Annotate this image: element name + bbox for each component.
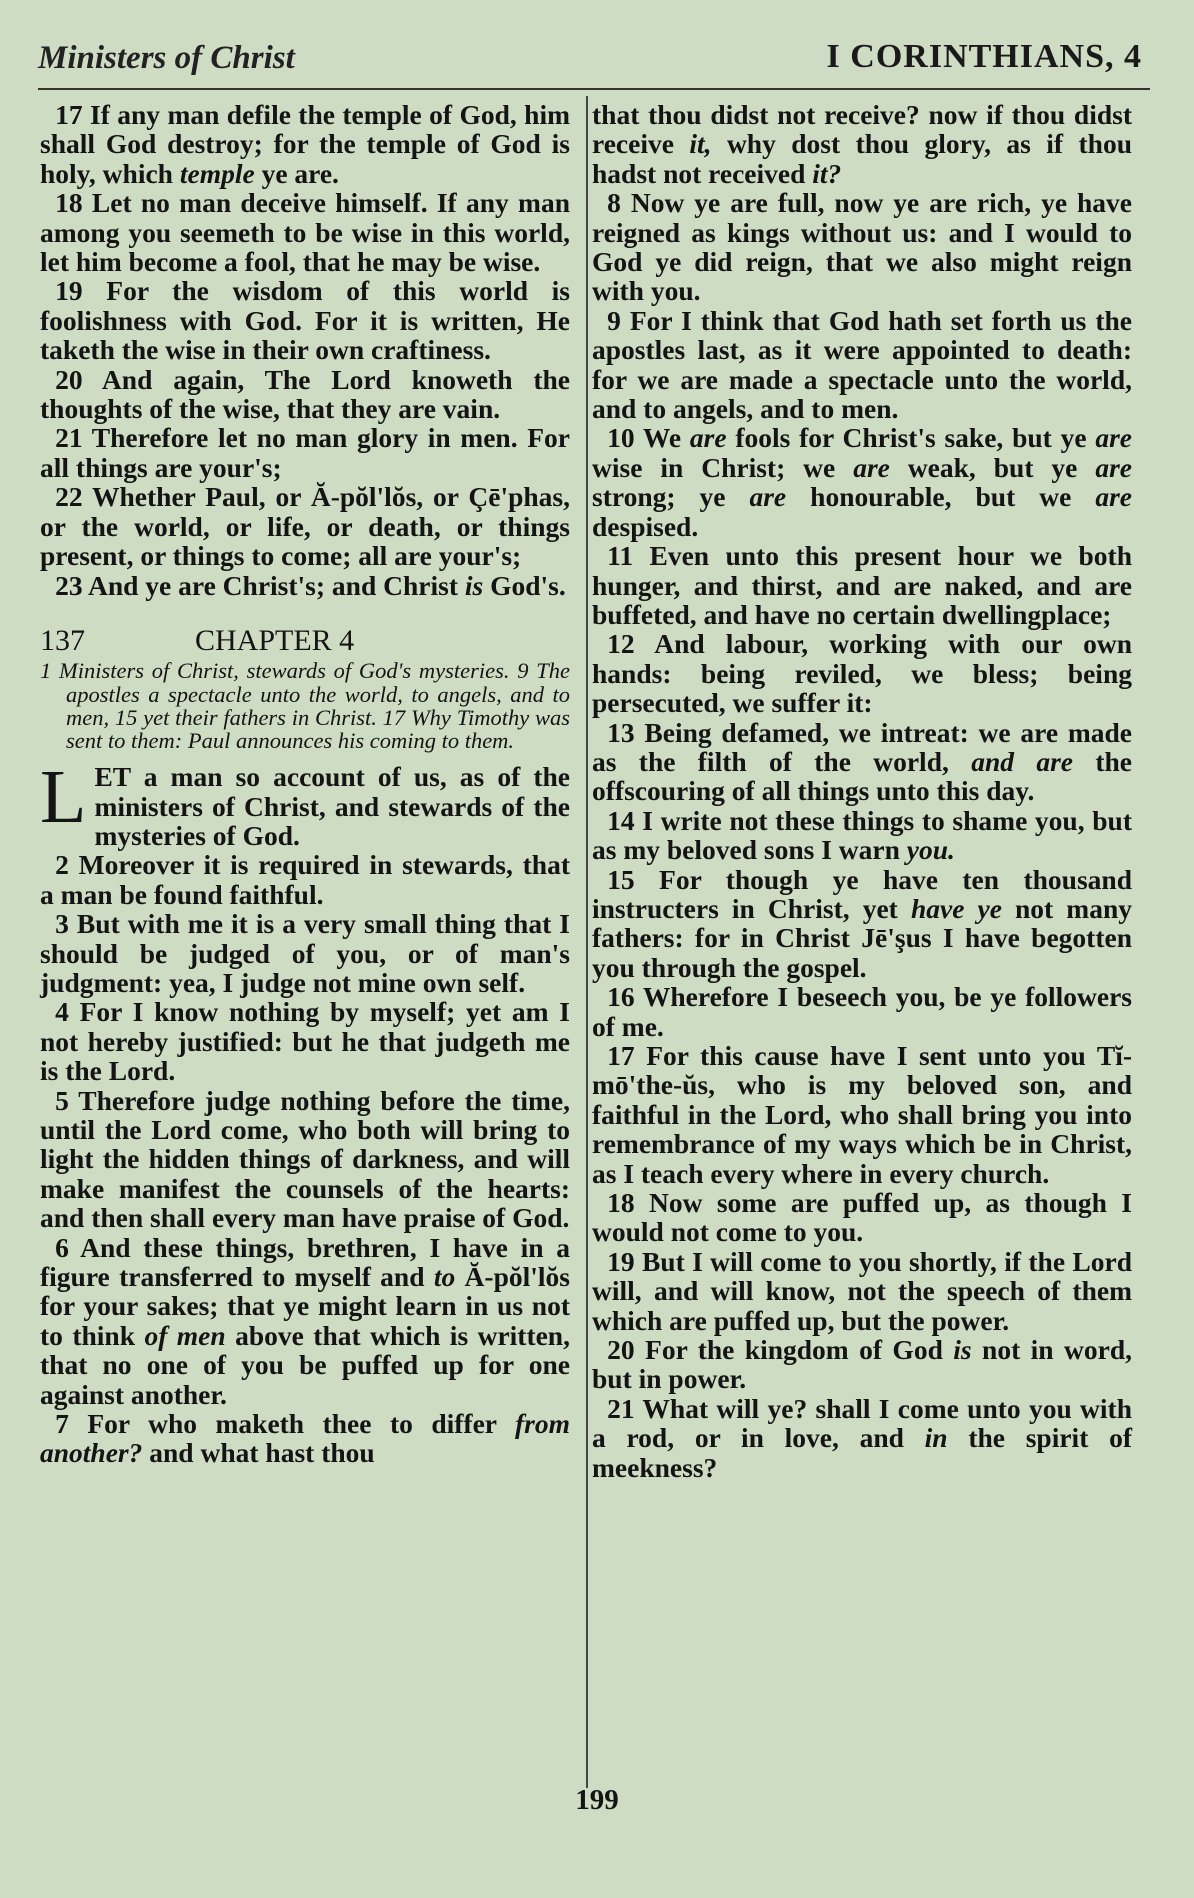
verse-4-1: LET a man so account of us, as of the ministers of Christ, and stewards of the mysteries of God. [40, 755, 570, 851]
chapter-summary: 1 Ministers of Christ, stewards of God's mysteries. 9 The apostles a spectacle unto the world, to angels, and to men, 15 yet their fathers in Christ. 17 Why Timothy was sent to them: Paul announces his coming to them. [40, 658, 570, 753]
verse-4-17: 17 For this cause have I sent unto you Tĭ-mō'the-ŭs, who is my beloved son, and faithful in the Lord, who shall bring you into remembrance of my ways which be in Christ, as I teach every where in every church. [592, 1040, 1132, 1189]
verse-4-10: 10 We are fools for Christ's sake, but ye are wise in Christ; we are weak, but ye are strong; ye are honourable, but we are despised. [592, 422, 1132, 542]
verse-4-16: 16 Wherefore I beseech you, be ye followers of me. [592, 981, 1132, 1042]
drop-cap: L [40, 755, 87, 840]
verse-3-23: 23 And ye are Christ's; and Christ is God's. [55, 569, 566, 601]
verse-4-13: 13 Being defamed, we intreat: we are made as the filth of the world, and are the offscouring of all things unto this day. [592, 716, 1132, 807]
chapter-marker: 137 [40, 623, 85, 657]
verse-4-11: 11 Even unto this present hour we both hunger, and thirst, and are naked, and are buffeted, and have no certain dwellingplace; [592, 540, 1132, 630]
verse-3-21: 21 Therefore let no man glory in men. For all things are your's; [40, 422, 570, 483]
chapter-title: CHAPTER 4 [195, 623, 355, 657]
column-divider [586, 96, 588, 1788]
verse-4-21: 21 What will ye? shall I come unto you with a rod, or in love, and in the spirit of meekness? [592, 1392, 1132, 1483]
right-column [592, 100, 1132, 1482]
header-rule [38, 88, 1150, 90]
verse-3-17: 17 If any man defile the temple of God, him shall God destroy; for the temple of God is holy, which temple ye are. [40, 99, 570, 189]
verse-4-12: 12 And labour, working with our own hands: being reviled, we bless; being persecuted, we suffer it: [592, 628, 1132, 719]
verse-4-18: 18 Now some are puffed up, as though I would not come to you. [592, 1187, 1132, 1248]
verse-3-20: 20 And again, The Lord knoweth the thoughts of the wise, that they are vain. [40, 363, 570, 425]
verse-4-9: 9 For I think that God hath set forth us the apostles last, as it were appointed to death: for we are made a spectacle unto the world, and to angels, and to men. [592, 304, 1132, 425]
verse-4-15: 15 For though ye have ten thousand instructers in Christ, yet have ye not many fathers: for in Christ Jē'şus I have begotten you through the gospel. [592, 863, 1132, 983]
verse-4-8: 8 Now ye are full, now ye are rich, ye have reigned as kings without us: and I would to God ye did reign, that we also might reign with you. [592, 187, 1132, 307]
verse-4-2: 2 Moreover it is required in stewards, that a man be found faithful. [40, 849, 570, 910]
verse-4-3: 3 But with me it is a very small thing that I should be judged of you, or of man's judgment: yea, I judge not mine own self. [40, 908, 570, 998]
running-header-left: Ministers of Christ [38, 40, 295, 76]
verse-3-22: 22 Whether Paul, or Ă-pŏl'lŏs, or Çē'phas, or the world, or life, or death, or things present, or things to come; all are your's; [40, 481, 570, 572]
running-header-right: I CORINTHIANS, 4 [826, 38, 1142, 75]
verse-4-6: 6 And these things, brethren, I have in a figure transferred to myself and to Ă-pŏl'lŏs for your sakes; that ye might learn in us not to think of men above that which is written, that no one of you be puffed up for one against another. [40, 1231, 570, 1410]
chapter-heading [40, 623, 570, 657]
verse-4-4: 4 For I know nothing by myself; yet am I not hereby justified: but he that judgeth me is the Lord. [40, 996, 570, 1087]
left-column [40, 100, 570, 1468]
verse-4-7-continued: that thou didst not receive? now if thou didst receive it, why dost thou glory, as if thou hadst not received it? [592, 99, 1132, 189]
verse-3-19: 19 For the wisdom of this world is foolishness with God. For it is written, He taketh the wise in their own craftiness. [40, 275, 570, 366]
page-number: 199 [575, 1784, 619, 1816]
verse-3-18: 18 Let no man deceive himself. If any man among you seemeth to be wise in this world, let him become a fool, that he may be wise. [40, 187, 570, 278]
verse-4-19: 19 But I will come to you shortly, if the Lord will, and will know, not the speech of them which are puffed up, but the power. [592, 1245, 1132, 1336]
verse-4-14: 14 I write not these things to shame you, but as my beloved sons I warn you. [592, 804, 1132, 866]
verse-4-20: 20 For the kingdom of God is not in word, but in power. [592, 1334, 1132, 1395]
verse-4-5: 5 Therefore judge nothing before the time, until the Lord come, who both will bring to light the hidden things of darkness, and will make manifest the counsels of the hearts: and then shall every man have praise of God. [40, 1084, 570, 1234]
verse-4-7: 7 For who maketh thee to differ from another? and what hast thou [40, 1408, 570, 1469]
